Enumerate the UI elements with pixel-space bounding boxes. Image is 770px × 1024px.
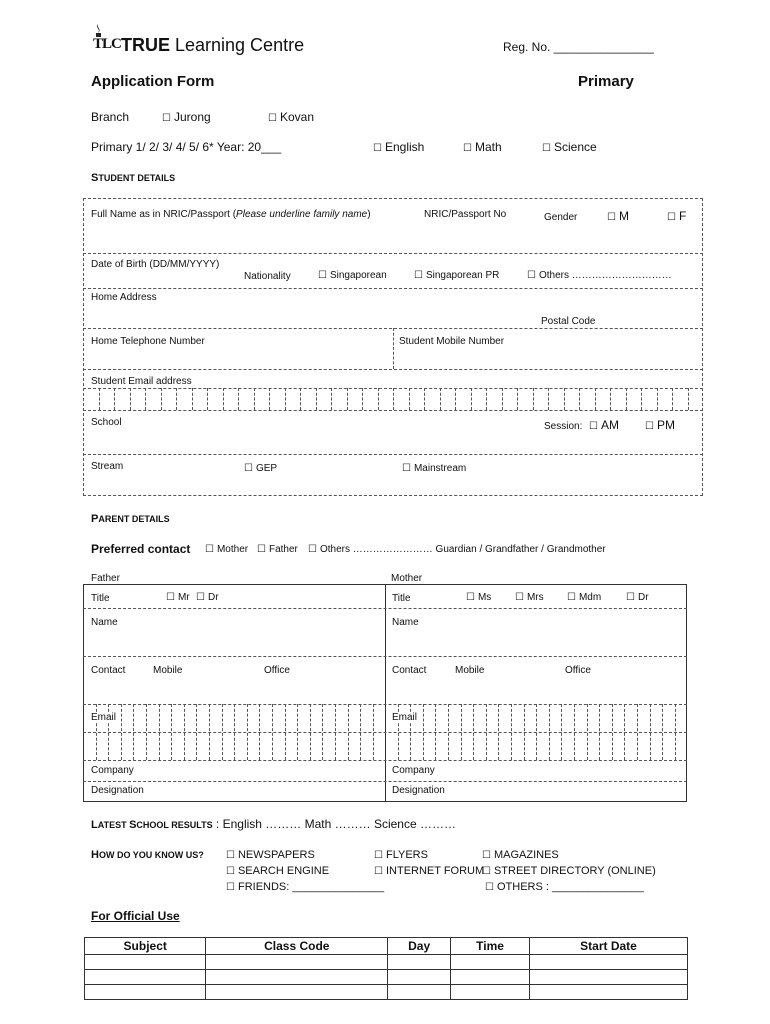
table-cell[interactable] bbox=[85, 970, 206, 985]
preferred-option-father[interactable] bbox=[257, 544, 298, 555]
option-label: OTHERS : _______________ bbox=[496, 881, 644, 893]
grid-cell-divider bbox=[440, 388, 441, 410]
grid-cell-divider bbox=[579, 388, 580, 410]
know-us-heading bbox=[91, 849, 204, 861]
grid-cell-divider bbox=[223, 388, 224, 410]
grid-cell-divider bbox=[272, 704, 273, 760]
father-designation-label: Designation bbox=[91, 785, 144, 796]
grid-cell-divider bbox=[360, 704, 361, 760]
grid-cell-divider bbox=[574, 704, 575, 760]
logo bbox=[92, 22, 124, 52]
student-email-grid[interactable] bbox=[83, 388, 703, 410]
branch-label: Branch bbox=[91, 110, 130, 124]
source-option-internet-forum[interactable] bbox=[374, 865, 484, 877]
option-label: Ms bbox=[477, 592, 492, 603]
grid-cell-divider bbox=[254, 388, 255, 410]
heading-initial: P bbox=[91, 513, 99, 525]
option-label: Singaporean PR bbox=[425, 270, 500, 281]
subject-option-math[interactable] bbox=[463, 140, 502, 154]
option-label: GEP bbox=[255, 463, 278, 474]
grid-cell-divider bbox=[517, 388, 518, 410]
grid-cell-divider bbox=[161, 388, 162, 410]
checkbox-icon: ☐ bbox=[607, 212, 616, 223]
grid-cell-divider bbox=[130, 388, 131, 410]
label-part: ) bbox=[367, 209, 371, 220]
grid-cell-divider bbox=[473, 704, 474, 760]
source-option-street-directory[interactable] bbox=[482, 865, 656, 877]
grid-cell-divider bbox=[637, 704, 638, 760]
subject-label: English bbox=[384, 140, 425, 154]
preferred-contact-label: Preferred contact bbox=[91, 542, 191, 556]
option-label: Mr bbox=[177, 592, 190, 603]
grid-cell-divider bbox=[159, 704, 160, 760]
grid-cell-divider bbox=[146, 704, 147, 760]
mother-title-ms[interactable] bbox=[466, 592, 491, 603]
grid-cell-divider bbox=[502, 388, 503, 410]
grid-cell-divider bbox=[234, 704, 235, 760]
subject-option-science[interactable] bbox=[542, 140, 597, 154]
session-option-am[interactable] bbox=[589, 418, 619, 432]
grid-cell-divider bbox=[511, 704, 512, 760]
table-cell[interactable] bbox=[529, 955, 687, 970]
results-heading bbox=[91, 819, 213, 831]
grid-cell-divider bbox=[471, 388, 472, 410]
grid-cell-divider bbox=[373, 704, 374, 760]
mother-name-label: Name bbox=[392, 617, 419, 628]
column-header: Class Code bbox=[206, 938, 388, 955]
session-label: Session: bbox=[544, 421, 583, 432]
table-row bbox=[85, 955, 688, 970]
brand-bold: TRUE bbox=[121, 35, 170, 55]
grid-cell-divider bbox=[461, 704, 462, 760]
results-text: : English ……… Math ……… Science ……… bbox=[212, 817, 456, 831]
nationality-option-singaporean[interactable] bbox=[318, 270, 387, 281]
column-header: Day bbox=[388, 938, 451, 955]
grid-cell-divider bbox=[536, 704, 537, 760]
table-cell[interactable] bbox=[529, 970, 687, 985]
dob-label: Date of Birth (DD/MM/YYYY) bbox=[91, 259, 220, 270]
latest-results-line bbox=[91, 817, 456, 831]
checkbox-icon: ☐ bbox=[374, 866, 383, 877]
subject-label: Science bbox=[553, 140, 597, 154]
checkbox-icon: ☐ bbox=[482, 866, 491, 877]
option-label: INTERNET FORUM bbox=[385, 865, 485, 877]
option-label: F bbox=[678, 209, 687, 223]
grid-cell-divider bbox=[269, 388, 270, 410]
grid-cell-divider bbox=[595, 388, 596, 410]
father-office-label: Office bbox=[264, 665, 290, 676]
checkbox-icon: ☐ bbox=[414, 270, 423, 281]
table-cell[interactable] bbox=[85, 985, 206, 1000]
grid-cell-divider bbox=[524, 704, 525, 760]
table-cell[interactable] bbox=[451, 955, 530, 970]
father-name-label: Name bbox=[91, 617, 118, 628]
mother-office-label: Office bbox=[565, 665, 591, 676]
mother-email-grid[interactable] bbox=[385, 704, 687, 760]
divider bbox=[83, 760, 687, 761]
father-email-grid[interactable] bbox=[83, 704, 385, 760]
heading-rest: TUDENT DETAILS bbox=[98, 173, 176, 183]
table-cell[interactable] bbox=[388, 955, 451, 970]
source-option-friends[interactable] bbox=[226, 881, 384, 893]
heading-initial: S bbox=[129, 819, 137, 831]
table-cell[interactable] bbox=[206, 970, 388, 985]
grid-cell-divider bbox=[247, 704, 248, 760]
grid-cell-divider bbox=[662, 704, 663, 760]
father-title-dr[interactable] bbox=[196, 592, 219, 603]
grid-cell-divider bbox=[207, 388, 208, 410]
heading-initial: S bbox=[91, 172, 99, 184]
option-label: MAGAZINES bbox=[493, 849, 559, 861]
checkbox-icon: ☐ bbox=[485, 882, 494, 893]
grid-cell-divider bbox=[99, 388, 100, 410]
label-italic: Please underline family name bbox=[236, 209, 368, 220]
preferred-option-mother[interactable] bbox=[205, 544, 248, 555]
grid-cell-divider bbox=[184, 704, 185, 760]
checkbox-icon: ☐ bbox=[166, 592, 175, 603]
mother-contact-label: Contact bbox=[392, 665, 427, 676]
mother-company-label: Company bbox=[392, 765, 435, 776]
divider bbox=[83, 454, 703, 455]
grid-cell-divider bbox=[533, 388, 534, 410]
grid-cell-divider bbox=[285, 388, 286, 410]
heading-rest: ARENT DETAILS bbox=[98, 514, 170, 524]
checkbox-icon: ☐ bbox=[527, 270, 536, 281]
father-title-label: Title bbox=[91, 593, 110, 604]
grid-cell-divider bbox=[435, 704, 436, 760]
reg-no-label: Reg. No. _______________ bbox=[503, 40, 654, 54]
father-email-label: Email bbox=[91, 712, 117, 723]
stream-option-gep[interactable] bbox=[244, 463, 277, 474]
grid-cell-divider bbox=[133, 704, 134, 760]
nationality-option-others[interactable] bbox=[527, 270, 672, 281]
grid-cell-divider bbox=[688, 388, 689, 410]
source-option-newspapers[interactable] bbox=[226, 849, 315, 861]
option-label: FLYERS bbox=[385, 849, 428, 861]
checkbox-icon: ☐ bbox=[244, 463, 253, 474]
grid-cell-divider bbox=[145, 388, 146, 410]
grid-cell-divider bbox=[171, 704, 172, 760]
divider bbox=[385, 584, 386, 802]
grid-cell-divider bbox=[393, 388, 394, 410]
column-header: Start Date bbox=[529, 938, 687, 955]
level-title: Primary bbox=[578, 73, 634, 90]
grid-cell-divider bbox=[675, 704, 676, 760]
gender-option-f[interactable] bbox=[667, 209, 686, 223]
grid-cell-divider bbox=[599, 704, 600, 760]
checkbox-icon: ☐ bbox=[205, 544, 214, 555]
level-year-label: Primary 1/ 2/ 3/ 4/ 5/ 6* Year: 20___ bbox=[91, 140, 282, 154]
checkbox-icon: ☐ bbox=[226, 866, 235, 877]
grid-cell-divider bbox=[424, 388, 425, 410]
heading-initial: L bbox=[91, 819, 98, 831]
option-label: NEWSPAPERS bbox=[237, 849, 315, 861]
grid-cell-divider bbox=[610, 388, 611, 410]
father-contact-label: Contact bbox=[91, 665, 126, 676]
checkbox-icon: ☐ bbox=[196, 592, 205, 603]
grid-cell-divider bbox=[624, 704, 625, 760]
grid-cell-divider bbox=[209, 704, 210, 760]
checkbox-icon: ☐ bbox=[402, 463, 411, 474]
option-label: Father bbox=[268, 544, 298, 555]
table-row bbox=[85, 970, 688, 985]
grid-cell-divider bbox=[657, 388, 658, 410]
grid-cell-divider bbox=[176, 388, 177, 410]
grid-cell-divider bbox=[409, 388, 410, 410]
nationality-option-pr[interactable] bbox=[414, 270, 499, 281]
session-option-pm[interactable] bbox=[645, 418, 675, 432]
checkbox-icon: ☐ bbox=[626, 592, 635, 603]
grid-cell-divider bbox=[448, 704, 449, 760]
gender-option-m[interactable] bbox=[607, 209, 629, 223]
stream-label: Stream bbox=[91, 461, 124, 472]
father-mobile-label: Mobile bbox=[153, 665, 183, 676]
grid-cell-divider bbox=[455, 388, 456, 410]
checkbox-icon: ☐ bbox=[667, 212, 676, 223]
heading-initial: H bbox=[91, 849, 99, 861]
source-option-search-engine[interactable] bbox=[226, 865, 329, 877]
heading-part: CHOOL RESULTS bbox=[136, 820, 213, 830]
table-cell[interactable] bbox=[529, 985, 687, 1000]
postal-code-label: Postal Code bbox=[541, 316, 596, 327]
grid-cell-divider bbox=[121, 704, 122, 760]
grid-cell-divider bbox=[587, 704, 588, 760]
source-option-flyers[interactable] bbox=[374, 849, 428, 861]
checkbox-icon: ☐ bbox=[542, 143, 551, 154]
grid-cell-divider bbox=[222, 704, 223, 760]
option-label: Mainstream bbox=[413, 463, 467, 474]
checkbox-icon: ☐ bbox=[645, 421, 654, 432]
father-label: Father bbox=[91, 573, 120, 584]
checkbox-icon: ☐ bbox=[374, 850, 383, 861]
option-label: FRIENDS: _______________ bbox=[237, 881, 385, 893]
mother-title-mdm[interactable] bbox=[567, 592, 601, 603]
option-label: Others ………………………… bbox=[538, 270, 672, 281]
official-use-table bbox=[84, 937, 688, 1000]
divider bbox=[83, 288, 703, 289]
grid-cell-divider bbox=[114, 388, 115, 410]
checkbox-icon: ☐ bbox=[268, 113, 277, 124]
table-cell[interactable] bbox=[388, 985, 451, 1000]
subject-label: Math bbox=[474, 140, 502, 154]
nric-label: NRIC/Passport No bbox=[424, 209, 507, 220]
checkbox-icon: ☐ bbox=[515, 592, 524, 603]
source-option-others[interactable] bbox=[485, 881, 644, 893]
grid-cell-divider bbox=[335, 704, 336, 760]
source-option-magazines[interactable] bbox=[482, 849, 559, 861]
grid-cell-divider bbox=[378, 388, 379, 410]
table-cell[interactable] bbox=[206, 985, 388, 1000]
branch-option-label: Jurong bbox=[173, 110, 211, 124]
stream-option-mainstream[interactable] bbox=[402, 463, 466, 474]
table-row bbox=[85, 985, 688, 1000]
mother-designation-label: Designation bbox=[392, 785, 445, 796]
grid-cell-divider bbox=[300, 388, 301, 410]
checkbox-icon: ☐ bbox=[318, 270, 327, 281]
official-use-heading: For Official Use bbox=[91, 909, 180, 923]
brand-name bbox=[121, 35, 304, 56]
grid-cell-divider bbox=[548, 388, 549, 410]
option-label: Dr bbox=[207, 592, 219, 603]
logo-text: TLC bbox=[93, 36, 121, 52]
student-mobile-label: Student Mobile Number bbox=[399, 336, 505, 347]
grid-cell-divider bbox=[549, 704, 550, 760]
divider bbox=[83, 608, 687, 609]
table-cell[interactable] bbox=[451, 985, 530, 1000]
option-label: AM bbox=[600, 418, 619, 432]
grid-cell-divider bbox=[316, 388, 317, 410]
father-company-label: Company bbox=[91, 765, 134, 776]
grid-cell-divider bbox=[612, 704, 613, 760]
table-cell[interactable] bbox=[388, 970, 451, 985]
mother-title-mrs[interactable] bbox=[515, 592, 544, 603]
option-label: Dr bbox=[637, 592, 649, 603]
option-label: Singaporean bbox=[329, 270, 387, 281]
mother-label: Mother bbox=[391, 573, 423, 584]
school-label: School bbox=[91, 417, 122, 428]
divider bbox=[83, 369, 703, 370]
checkbox-icon: ☐ bbox=[589, 421, 598, 432]
checkbox-icon: ☐ bbox=[482, 850, 491, 861]
full-name-label bbox=[91, 209, 371, 220]
grid-cell-divider bbox=[192, 388, 193, 410]
column-header: Subject bbox=[85, 938, 206, 955]
home-address-label: Home Address bbox=[91, 292, 157, 303]
option-label: SEARCH ENGINE bbox=[237, 865, 330, 877]
column-header: Time bbox=[451, 938, 530, 955]
label-part: Full Name as in NRIC/Passport ( bbox=[91, 209, 237, 220]
grid-cell-divider bbox=[641, 388, 642, 410]
preferred-option-others[interactable] bbox=[308, 544, 606, 555]
student-details-heading bbox=[91, 172, 175, 184]
table-cell[interactable] bbox=[451, 970, 530, 985]
grid-cell-divider bbox=[238, 388, 239, 410]
grid-cell-divider bbox=[362, 388, 363, 410]
gender-label: Gender bbox=[544, 212, 578, 223]
grid-cell-divider bbox=[498, 704, 499, 760]
grid-cell-divider bbox=[347, 388, 348, 410]
option-label: Mother bbox=[216, 544, 249, 555]
grid-cell-divider bbox=[322, 704, 323, 760]
divider bbox=[83, 410, 703, 411]
option-label: Others …………………… Guardian / Grandfather / Grandmother bbox=[319, 544, 606, 555]
subject-option-english[interactable] bbox=[373, 140, 424, 154]
checkbox-icon: ☐ bbox=[567, 592, 576, 603]
parent-details-heading bbox=[91, 513, 170, 525]
checkbox-icon: ☐ bbox=[226, 850, 235, 861]
divider bbox=[83, 656, 687, 657]
checkbox-icon: ☐ bbox=[257, 544, 266, 555]
divider bbox=[83, 253, 703, 254]
checkbox-icon: ☐ bbox=[466, 592, 475, 603]
grid-cell-divider bbox=[285, 704, 286, 760]
checkbox-icon: ☐ bbox=[463, 143, 472, 154]
heading-rest: OW DO YOU KNOW US? bbox=[98, 850, 204, 860]
nationality-label: Nationality bbox=[244, 271, 291, 282]
mother-mobile-label: Mobile bbox=[455, 665, 485, 676]
divider bbox=[83, 781, 687, 782]
mother-title-label: Title bbox=[392, 593, 411, 604]
checkbox-icon: ☐ bbox=[373, 143, 382, 154]
grid-cell-divider bbox=[672, 388, 673, 410]
mother-title-dr[interactable] bbox=[626, 592, 649, 603]
brand-rest: Learning Centre bbox=[170, 35, 305, 55]
grid-cell-divider bbox=[196, 704, 197, 760]
table-cell[interactable] bbox=[85, 955, 206, 970]
table-header-row bbox=[85, 938, 688, 955]
grid-cell-divider bbox=[564, 388, 565, 410]
checkbox-icon: ☐ bbox=[226, 882, 235, 893]
grid-cell-divider bbox=[297, 704, 298, 760]
grid-cell-divider bbox=[486, 704, 487, 760]
option-label: STREET DIRECTORY (ONLINE) bbox=[493, 865, 656, 877]
option-label: M bbox=[618, 209, 629, 223]
grid-cell-divider bbox=[259, 704, 260, 760]
grid-cell-divider bbox=[423, 704, 424, 760]
mother-email-label: Email bbox=[392, 712, 418, 723]
branch-option-kovan[interactable] bbox=[268, 110, 314, 124]
page-title: Application Form bbox=[91, 73, 215, 90]
home-telephone-label: Home Telephone Number bbox=[91, 336, 205, 347]
grid-cell-divider bbox=[626, 388, 627, 410]
checkbox-icon: ☐ bbox=[162, 113, 171, 124]
option-label: Mdm bbox=[578, 592, 602, 603]
student-email-label: Student Email address bbox=[91, 376, 192, 387]
branch-option-label: Kovan bbox=[279, 110, 314, 124]
table-cell[interactable] bbox=[206, 955, 388, 970]
grid-cell-divider bbox=[561, 704, 562, 760]
grid-cell-divider bbox=[310, 704, 311, 760]
grid-cell-divider bbox=[486, 388, 487, 410]
grid-cell-divider bbox=[348, 704, 349, 760]
grid-cell-divider bbox=[331, 388, 332, 410]
divider bbox=[393, 328, 394, 369]
branch-option-jurong[interactable] bbox=[162, 110, 211, 124]
father-title-mr[interactable] bbox=[166, 592, 190, 603]
option-label: Mrs bbox=[526, 592, 544, 603]
heading-part: ATEST bbox=[97, 820, 130, 830]
option-label: PM bbox=[656, 418, 675, 432]
checkbox-icon: ☐ bbox=[308, 544, 317, 555]
grid-cell-divider bbox=[650, 704, 651, 760]
